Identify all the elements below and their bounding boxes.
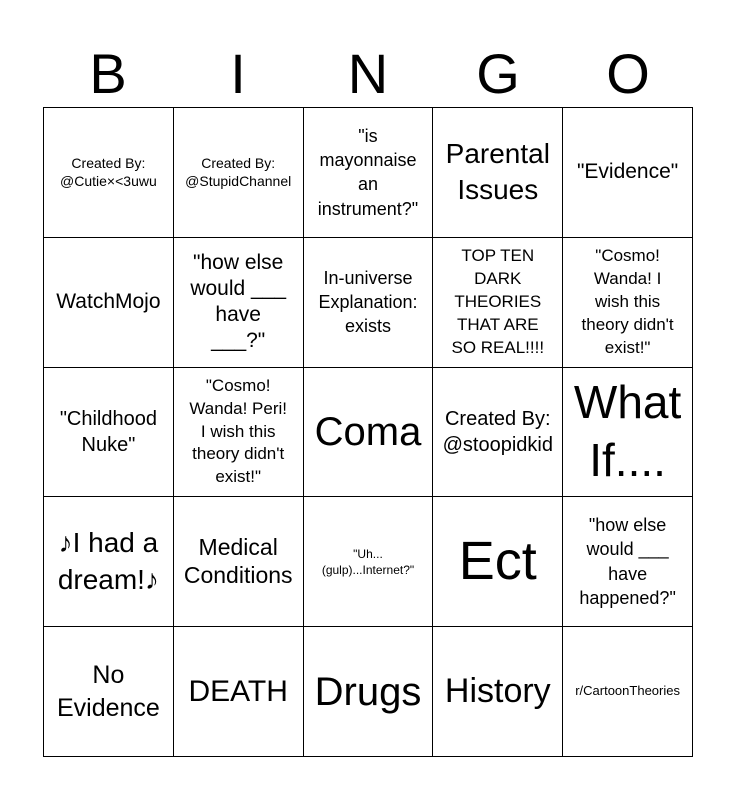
header-letter-n: N <box>347 42 389 105</box>
bingo-header <box>43 40 693 108</box>
bingo-cell[interactable]: "Cosmo! Wanda! Peri! I wish this theory didn't exist!" <box>174 368 304 498</box>
bingo-cell[interactable]: Ect <box>433 497 563 627</box>
bingo-cell[interactable]: "how else would ___ have ___?" <box>174 238 304 368</box>
bingo-cell[interactable]: "Uh... (gulp)...Internet?" <box>304 497 434 627</box>
bingo-cell[interactable]: Parental Issues <box>433 108 563 238</box>
bingo-cell[interactable]: "Cosmo! Wanda! I wish this theory didn't exist!" <box>563 238 693 368</box>
bingo-cell[interactable]: WatchMojo <box>44 238 174 368</box>
bingo-cell[interactable]: Medical Conditions <box>174 497 304 627</box>
bingo-cell[interactable]: TOP TEN DARK THEORIES THAT ARE SO REAL!!!! <box>433 238 563 368</box>
bingo-cell[interactable]: "Childhood Nuke" <box>44 368 174 498</box>
bingo-cell[interactable]: In-universe Explanation: exists <box>304 238 434 368</box>
bingo-cell[interactable]: What If.... <box>563 368 693 498</box>
bingo-cell[interactable]: ♪I had a dream!♪ <box>44 497 174 627</box>
bingo-cell[interactable]: History <box>433 627 563 757</box>
bingo-card <box>43 107 693 757</box>
bingo-cell[interactable]: Coma <box>304 368 434 498</box>
header-letter-o: O <box>606 42 650 105</box>
bingo-cell[interactable]: Created By: @Cutie×<3uwu <box>44 108 174 238</box>
header-letter-i: I <box>230 42 246 105</box>
bingo-cell[interactable]: "how else would ___ have happened?" <box>563 497 693 627</box>
bingo-cell[interactable]: Drugs <box>304 627 434 757</box>
bingo-cell[interactable]: "is mayonnaise an instrument?" <box>304 108 434 238</box>
bingo-cell[interactable]: No Evidence <box>44 627 174 757</box>
header-letter-b: B <box>89 42 127 105</box>
bingo-cell[interactable]: "Evidence" <box>563 108 693 238</box>
bingo-cell[interactable]: Created By: @stoopidkid <box>433 368 563 498</box>
bingo-cell[interactable]: DEATH <box>174 627 304 757</box>
header-letter-g: G <box>476 42 520 105</box>
bingo-cell[interactable]: Created By: @StupidChannel <box>174 108 304 238</box>
bingo-cell[interactable]: r/CartoonTheories <box>563 627 693 757</box>
